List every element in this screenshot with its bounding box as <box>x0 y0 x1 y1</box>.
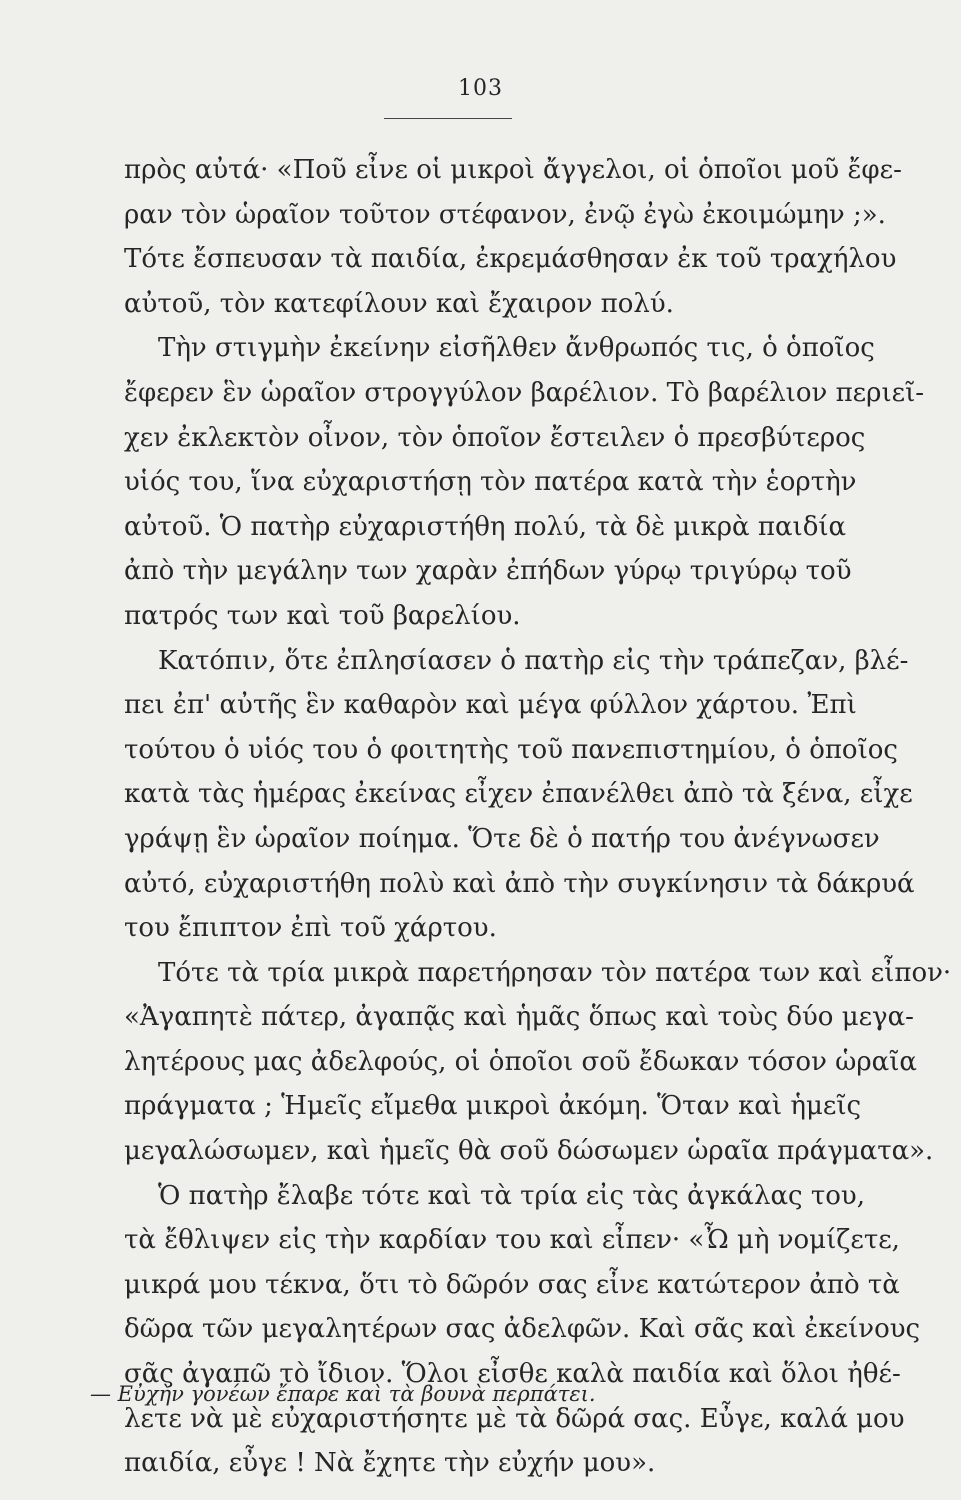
text-line: αὐτό, εὐχαριστήθη πολὺ καὶ ἀπὸ τὴν συγκίνησιν τὰ δάκρυά <box>124 868 915 899</box>
body-text <box>124 148 952 1486</box>
text-line: Κατόπιν, ὅτε ἐπλησίασεν ὁ πατὴρ εἰς τὴν τράπεζαν, βλέ- <box>158 645 909 676</box>
text-line: Τότε ἔσπευσαν τὰ παιδία, ἐκρεμάσθησαν ἐκ τοῦ τραχήλου <box>124 244 897 275</box>
page-number: 103 <box>458 76 503 101</box>
text-line: γράψῃ ἓν ὡραῖον ποίημα. Ὅτε δὲ ὁ πατήρ του ἀνέγνωσεν <box>124 823 880 854</box>
text-line: Τὴν στιγμὴν ἐκείνην εἰσῆλθεν ἄνθρωπός τις, ὁ ὁποῖος <box>158 333 875 364</box>
text-line: Ὁ πατὴρ ἔλαβε τότε καὶ τὰ τρία εἰς τὰς ἀγκάλας του, <box>158 1180 865 1211</box>
text-line: σᾶς ἀγαπῶ τὸ ἴδιον. Ὅλοι εἶσθε καλὰ παιδία καὶ ὅλοι ἠθέ- <box>124 1359 901 1390</box>
text-line: μεγαλώσωμεν, καὶ ἡμεῖς θὰ σοῦ δώσωμεν ὡραῖα πράγματα». <box>124 1136 934 1167</box>
proverb: — Εὐχὴν γονέων ἔπαρε καὶ τὰ βουνὰ περπάτει. <box>90 1382 596 1406</box>
text-line: πει ἐπ' αὐτῆς ἓν καθαρὸν καὶ μέγα φύλλον χάρτου. Ἐπὶ <box>124 690 857 721</box>
text-line: ἔφερεν ἓν ὡραῖον στρογγύλον βαρέλιον. Τὸ βαρέλιον περιεῖ- <box>124 377 925 408</box>
text-line: τούτου ὁ υἱός του ὁ φοιτητὴς τοῦ πανεπιστημίου, ὁ ὁποῖος <box>124 734 898 765</box>
text-line: αὐτοῦ. Ὁ πατὴρ εὐχαριστήθη πολύ, τὰ δὲ μικρὰ παιδία <box>124 511 847 542</box>
text-line: δῶρα τῶν μεγαλητέρων σας ἀδελφῶν. Καὶ σᾶς καὶ ἐκείνους <box>124 1314 921 1345</box>
text-line: κατὰ τὰς ἡμέρας ἐκείνας εἶχεν ἐπανέλθει ἀπὸ τὰ ξένα, εἶχε <box>124 779 913 810</box>
text-line: λητέρους μας ἀδελφούς, οἱ ὁποῖοι σοῦ ἔδωκαν τόσον ὡραῖα <box>124 1046 917 1077</box>
text-line: πράγματα ; Ἡμεῖς εἴμεθα μικροὶ ἀκόμη. Ὅταν καὶ ἡμεῖς <box>124 1091 862 1122</box>
text-line: ραν τὸν ὡραῖον τοῦτον στέφανον, ἐνῷ ἐγὼ ἐκοιμώμην ;». <box>124 199 886 230</box>
text-line: «Ἀγαπητὲ πάτερ, ἀγαπᾷς καὶ ἡμᾶς ὅπως καὶ τοὺς δύο μεγα- <box>124 1002 914 1033</box>
text-line: ἀπὸ τὴν μεγάλην των χαρὰν ἐπήδων γύρῳ τριγύρῳ τοῦ <box>124 556 852 587</box>
text-line: τὰ ἔθλιψεν εἰς τὴν καρδίαν του καὶ εἶπεν· «Ὦ μὴ νομίζετε, <box>124 1225 900 1256</box>
text-line: χεν ἐκλεκτὸν οἶνον, τὸν ὁποῖον ἔστειλεν ὁ πρεσβύτερος <box>124 422 866 453</box>
text-line: υἱός του, ἵνα εὐχαριστήσῃ τὸν πατέρα κατὰ τὴν ἑορτὴν <box>124 467 857 498</box>
text-line: λετε νὰ μὲ εὐχαριστήσητε μὲ τὰ δῶρά σας. Εὖγε, καλά μου <box>124 1403 905 1434</box>
text-line: παιδία, εὖγε ! Νὰ ἔχητε τὴν εὐχήν μου». <box>124 1448 656 1479</box>
text-line: Τότε τὰ τρία μικρὰ παρετήρησαν τὸν πατέρα των καὶ εἶπον· <box>158 957 952 988</box>
page-number-rule <box>384 118 512 119</box>
text-line: πρὸς αὐτά· «Ποῦ εἶνε οἱ μικροὶ ἄγγελοι, οἱ ὁποῖοι μοῦ ἔφε- <box>124 155 902 185</box>
text-line: μικρά μου τέκνα, ὅτι τὸ δῶρόν σας εἶνε κατώτερον ἀπὸ τὰ <box>124 1269 900 1300</box>
text-line: του ἔπιπτον ἐπὶ τοῦ χάρτου. <box>124 913 497 944</box>
text-line: πατρός των καὶ τοῦ βαρελίου. <box>124 600 521 631</box>
text-line: αὐτοῦ, τὸν κατεφίλουν καὶ ἔχαιρον πολύ. <box>124 288 674 319</box>
